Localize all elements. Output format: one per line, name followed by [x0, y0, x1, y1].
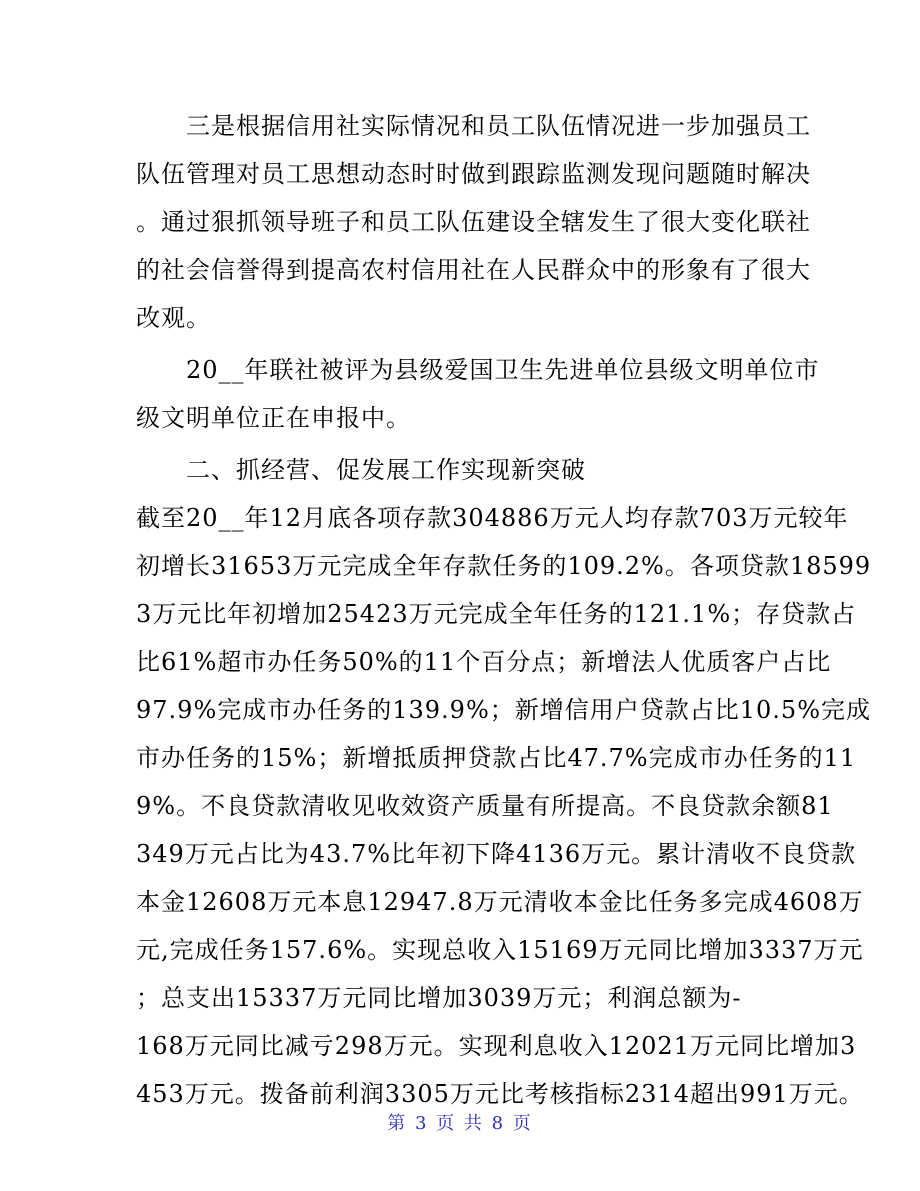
text-line: 级文明单位正在申报中。: [136, 404, 411, 432]
text-line: 三是根据信用社实际情况和员工队伍情况进一步加强员工: [136, 112, 811, 140]
text-line: ；总支出15337万元同比增加3039万元；利润总额为-: [136, 984, 742, 1012]
text-line: 的社会信誉得到提高农村信用社在人民群众中的形象有了很大: [136, 256, 811, 284]
text-line: 队伍管理对员工思想动态时时做到跟踪监测发现问题随时解决: [136, 160, 811, 188]
text-line: 初增长31653万元完成全年存款任务的109.2%。各项贷款18599: [136, 552, 872, 580]
section-heading: 二、抓经营、促发展工作实现新突破: [136, 456, 586, 484]
text-line: 168万元同比减亏298万元。实现利息收入12021万元同比增加3: [136, 1032, 857, 1060]
text-line: 改观。: [136, 304, 211, 332]
text-line: 本金12608万元本息12947.8万元清收本金比任务多完成4608万: [136, 888, 864, 916]
body-text: [136, 102, 872, 1118]
text-line: 453万元。拨备前利润3305万元比考核指标2314超出991万元。: [136, 1080, 864, 1108]
text-line: 97.9%完成市办任务的139.9%；新增信用户贷款占比10.5%完成: [136, 696, 871, 724]
text-line: 20__年联社被评为县级爱国卫生先进单位县级文明单位市: [136, 356, 820, 384]
text-line: 9%。不良贷款清收见收效资产质量有所提高。不良贷款余额81: [136, 792, 834, 820]
text-line: 市办任务的15%；新增抵质押贷款占比47.7%完成市办任务的11: [136, 744, 857, 772]
text-line: 截至20__年12月底各项存款304886万元人均存款703万元较年: [136, 504, 849, 532]
text-line: 349万元占比为43.7%比年初下降4136万元。累计清收不良贷款: [136, 840, 857, 868]
text-line: 。通过狠抓领导班子和员工队伍建设全辖发生了很大变化联社: [136, 208, 811, 236]
text-line: 3万元比年初增加25423万元完成全年任务的121.1%；存贷款占: [136, 600, 857, 628]
page-number-footer: 第 3 页 共 8 页: [387, 1113, 533, 1134]
text-line: 比61%超市办任务50%的11个百分点；新增法人优质客户占比: [136, 648, 832, 676]
text-line: 元,完成任务157.6%。实现总收入15169万元同比增加3337万元: [136, 936, 864, 964]
